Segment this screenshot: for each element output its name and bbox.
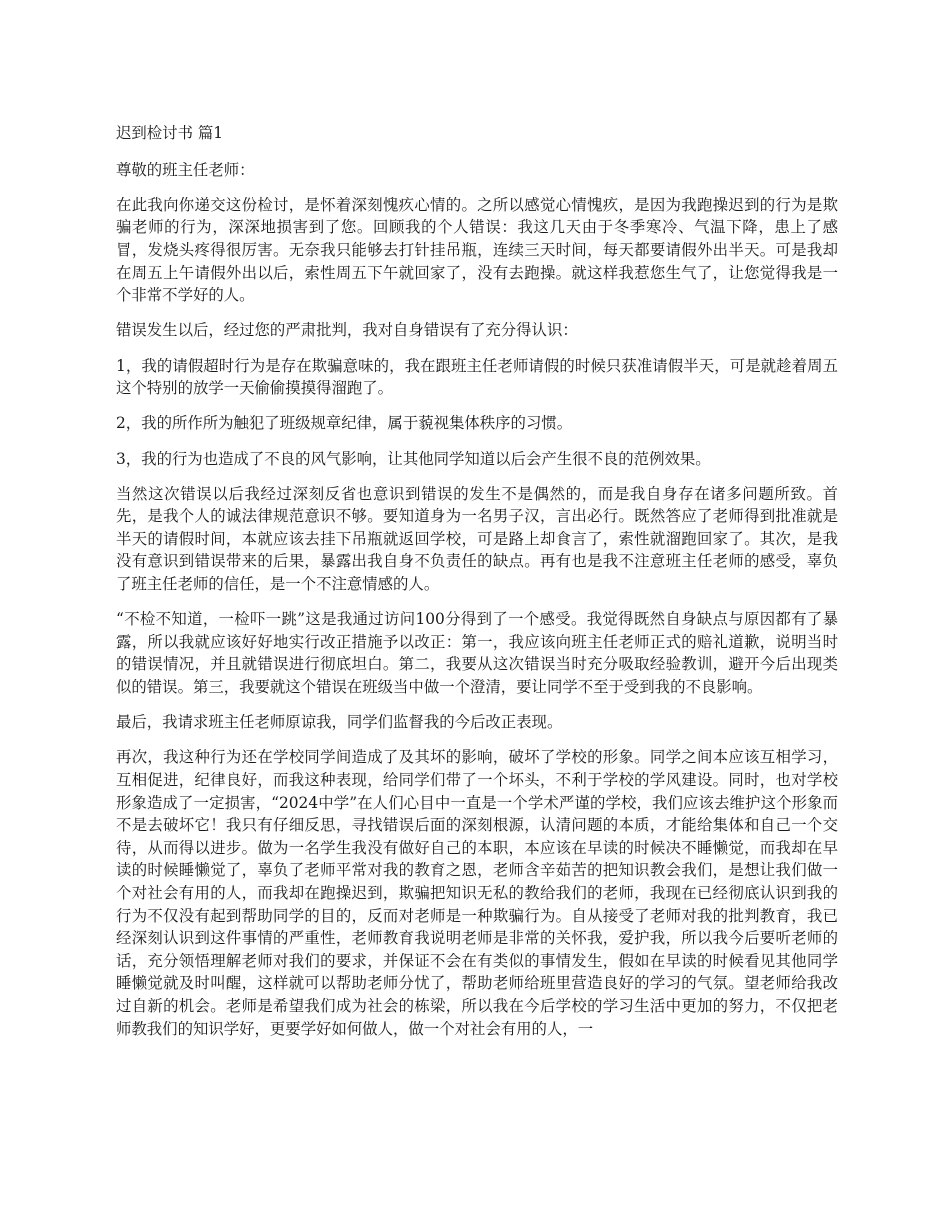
paragraph: 当然这次错误以后我经过深刻反省也意识到错误的发生不是偶然的，而是我自身存在诸多问题所致。首先，是我个人的诚法律规范意识不够。要知道身为一名男子汉，言出必行。既然答应了老师得到批准就是半天的请假时间，本就应该去挂下吊瓶就返回学校，可是路上却食言了，索性就溜跑回家了。其次，是我没有意识到错误带来的后果，暴露出我自身不负责任的缺点。再有也是我不注意班主任老师的感受，辜负了班主任老师的信任，是一个不注意情感的人。: [116, 484, 838, 594]
paragraph: 2，我的所作所为触犯了班级规章纪律，属于藐视集体秩序的习惯。: [116, 414, 573, 433]
paragraph: 再次，我这种行为还在学校同学间造成了及其坏的影响，破坏了学校的形象。同学之间本应该互相学习，互相促进，纪律良好，而我这种表现，给同学们带了一个坏头，不利于学校的学风建设。同时，也对学校形象造成了一定损害，“2024中学”在人们心目中一直是一个学术严谨的学校，我们应该去维护这个形象而不是去破坏它！我只有仔细反思，寻找错误后面的深刻根源，认清问题的本质，才能给集体和自己一个交待，从而得以进步。做为一名学生我没有做好自己的本职，本应该在早读的时候决不睡懒觉，而我却在早读的时候睡懒觉了，辜负了老师平常对我的教育之恩，老师含辛茹苦的把知识教会我们，是想让我们做一个对社会有用的人，而我却在跑操迟到，欺骗把知识无私的教给我们的老师，我现在已经彻底认识到我的行为不仅没有起到帮助同学的目的，反而对老师是一种欺骗行为。自从接受了老师对我的批判教育，我已经深刻认识到这件事情的严重性，老师教育我说明老师是非常的关怀我，爱护我，所以我今后要听老师的话，充分领悟理解老师对我们的要求，并保证不会在有类似的事情发生，假如在早读的时候看见其他同学睡懒觉就及时叫醒，这样就可以帮助老师分忧了，帮助老师给班里营造良好的学习的气氛。望老师给我改过自新的机会。老师是希望我们成为社会的栋梁，所以我在今后学校的学习生活中更加的努力，不仅把老师教我们的知识学好，更要学好如何做人，做一个对社会有用的人，一: [116, 748, 838, 1038]
paragraph: 最后，我请求班主任老师原谅我，同学们监督我的今后改正表现。: [116, 713, 563, 732]
salutation: 尊敬的班主任老师：: [116, 160, 255, 179]
document-page: [116, 122, 838, 1053]
paragraph: “不检不知道，一检吓一跳”这是我通过访问100分得到了一个感受。我觉得既然自身缺点与原因都有了暴露，所以我就应该好好地实行改正措施予以改正：第一，我应该向班主任老师正式的赔礼道歉，说明当时的错误情况，并且就错误进行彻底坦白。第二，我要从这次错误当时充分吸取经验教训，避开今后出现类似的错误。第三，我要就这个错误在班级当中做一个澄清，要让同学不至于受到我的不良影响。: [116, 610, 838, 697]
paragraph: 在此我向你递交这份检讨，是怀着深刻愧疚心情的。之所以感觉心情愧疚，是因为我跑操迟到的行为是欺骗老师的行为，深深地损害到了您。回顾我的个人错误：我这几天由于冬季寒冷、气温下降，患上了感冒，发烧头疼得很厉害。无奈我只能够去打针挂吊瓶，连续三天时间，每天都要请假外出半天。可是我却在周五上午请假外出以后，索性周五下午就回家了，没有去跑操。就这样我惹您生气了，让您觉得我是一个非常不学好的人。: [116, 195, 838, 305]
paragraph: 3，我的行为也造成了不良的风气影响，让其他同学知道以后会产生很不良的范例效果。: [116, 449, 711, 468]
document-title: 迟到检讨书 篇1: [116, 124, 224, 142]
paragraph: 1，我的请假超时行为是存在欺骗意味的，我在跟班主任老师请假的时候只获准请假半天，可是就趁着周五这个特别的放学一天偷偷摸摸得溜跑了。: [116, 356, 838, 398]
paragraph: 错误发生以后，经过您的严肃批判，我对自身错误有了充分得认识：: [116, 321, 578, 340]
